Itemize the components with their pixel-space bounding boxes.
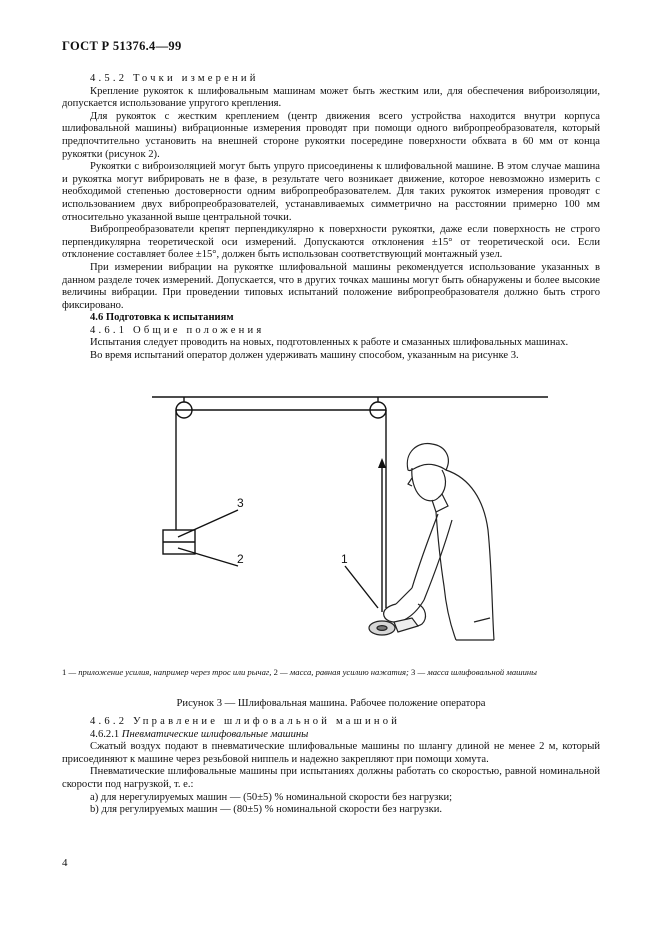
document-header: ГОСТ Р 51376.4—99 (62, 39, 182, 53)
figure-label-2: 2 (237, 552, 244, 566)
operator-figure (384, 444, 494, 640)
page-number: 4 (62, 857, 68, 869)
legend-number-2: 2 (273, 667, 278, 677)
leader-1 (345, 566, 378, 608)
paragraph: Пневматические шлифовальные машины при испытаниях должны работать со скоростью, равной номинальной скорости под нагрузкой, т. е.: (62, 766, 600, 790)
leader-2 (178, 548, 238, 566)
paragraph: Крепление рукояток к шлифовальным машинам может быть жестким или, для обеспечения виброизоляции, допускается использование упругого крепления. (62, 85, 600, 110)
list-item-a: a) для нерегулируемых машин — (50±5) % номинальной скорости без нагрузки; (90, 791, 453, 803)
heading-4-6-2: 4.6.2 Управление шлифовальной машиной (90, 716, 401, 727)
grinder (369, 618, 418, 635)
subsection-number: 4.6.2.1 (90, 728, 120, 740)
heading-4-6: 4.6 Подготовка к испытаниям (90, 312, 234, 324)
legend-text-3: — масса шлифовальной машины (415, 667, 537, 677)
legend-number-1: 1 (62, 667, 67, 677)
paragraph: Для рукояток с жестким креплением (центр движения всего устройства находится внутри корпуса шлифовальной машины) вибрационные измерения проводят при помощи одного вибропреобразователя, который предпочтительно установить на внешней стороне рукоятки посередине поверхности обхвата в 60 мм от конца рукоятки (рисунок 2). (62, 110, 600, 160)
figure-label-1: 1 (341, 552, 348, 566)
paragraph: Сжатый воздух подают в пневматические шлифовальные машины по шлангу длиной не менее 2 м, который присоединяют к машине через резьбовой ниппель и надежно закрепляют при помощи хомута. (62, 741, 600, 765)
list-item-b: b) для регулируемых машин — (80±5) % номинальной скорости без нагрузки. (90, 804, 443, 816)
paragraph: Во время испытаний оператор должен удерживать машину способом, указанным на рисунке 3. (90, 350, 519, 362)
figure-3-operator-position (0, 380, 661, 680)
legend-text-2: — масса, равная усилию нажатия; (277, 667, 412, 677)
figure-label-3: 3 (237, 496, 244, 510)
figure-caption: Рисунок 3 — Шлифовальная машина. Рабочее положение оператора (176, 698, 486, 709)
paragraph: При измерении вибрации на рукоятке шлифовальной машины рекомендуется использование указанных в данном разделе точек измерений. Допускается, что в других точках машины могут быть обнаружены и более высокие величины вибрации. При проведении типовых испытаний положение вибропреобразователя должно быть строго фиксировано. (62, 261, 600, 311)
figure-legend (62, 667, 600, 678)
paragraph: Рукоятки с виброизоляцией могут быть упруго присоединены к шлифовальной машине. В этом случае машина и рукоятка могут вибрировать не в фазе, в результате чего возникает движение, которое невозможно измерить с необходимой степенью достоверности одним вибропреобразователем. Для таких рукояток измерения проводят с использованием двух вибропреобразователей, устанавливаемых симметрично на расстоянии примерно 100 мм относительно указанной выше центральной точки. (62, 161, 600, 223)
legend-text-1: — приложение усилия, например через трос или рычаг, (66, 667, 274, 677)
section-4-6-2 (62, 716, 600, 817)
heading-4-6-2-1 (62, 729, 600, 742)
subsection-title: Пневматические шлифовальные машины (121, 728, 309, 740)
paragraph: Испытания следует проводить на новых, подготовленных к работе и смазанных шлифовальных машинах. (90, 337, 569, 349)
section-4-5-2 (62, 73, 600, 363)
force-arrowhead (378, 458, 386, 468)
heading-4-6-1: 4.6.1 Общие положения (90, 324, 265, 336)
heading-4-5-2: 4.5.2 Точки измерений (90, 73, 259, 84)
legend-number-3: 3 (411, 667, 416, 677)
paragraph: Вибропреобразователи крепят перпендикулярно к поверхности рукоятки, даже если поверхность не строго перпендикулярна теоретической оси измерений. Допускаются отклонения ±15° от теоретической оси. Если отклонение составляет более ±15°, должен быть использован соответствующий монтажный узел. (62, 224, 600, 261)
leader-3 (178, 510, 238, 537)
